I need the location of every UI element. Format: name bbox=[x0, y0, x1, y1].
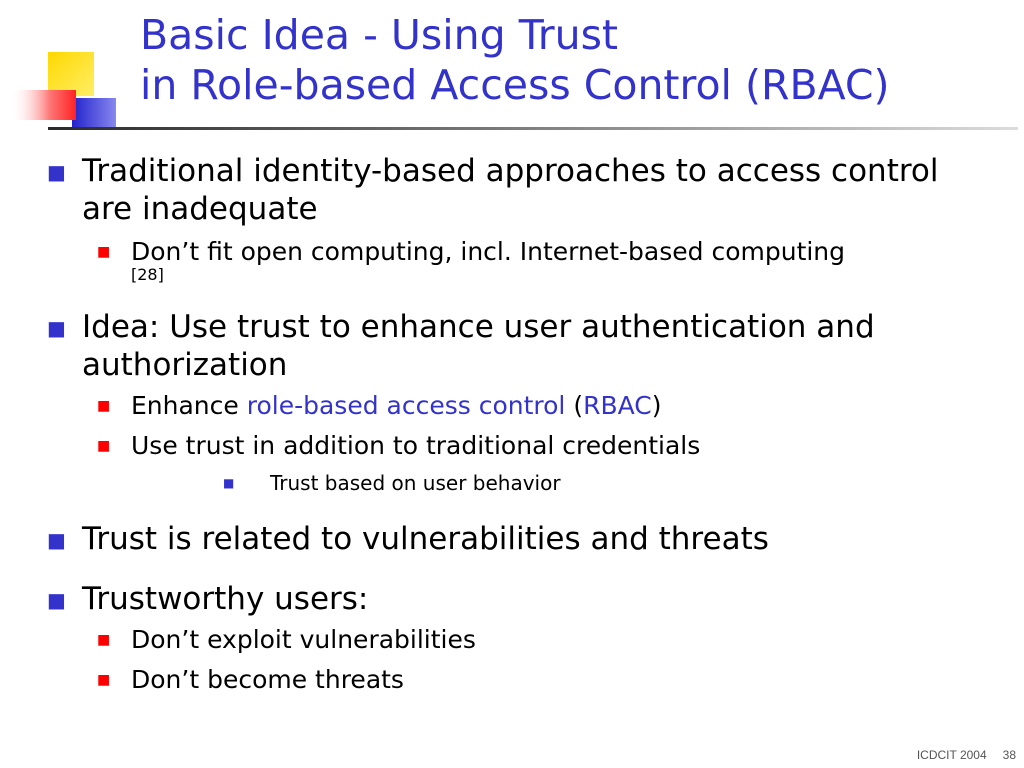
sub-bullet bbox=[0, 620, 1011, 660]
sub-bullet bbox=[0, 386, 1011, 426]
square-bullet-icon: ■ bbox=[47, 588, 66, 612]
sub-sub-bullet-text: Trust based on user behavior bbox=[270, 471, 561, 495]
title-divider bbox=[48, 127, 1018, 130]
square-bullet-icon: ■ bbox=[97, 398, 111, 414]
bullet-text: Trust is related to vulnerabilities and threats bbox=[82, 521, 769, 557]
square-bullet-icon: ■ bbox=[223, 476, 235, 490]
square-bullet-icon: ■ bbox=[97, 632, 111, 648]
sub-bullet-prefix: Enhance bbox=[131, 391, 247, 420]
bullet-text: Idea: Use trust to enhance user authentication and authorization bbox=[82, 309, 875, 383]
bullet-text: Traditional identity-based approaches to access control are inadequate bbox=[82, 153, 939, 227]
title-line-1: Basic Idea - Using Trust bbox=[140, 11, 619, 59]
sub-bullet-text: Don’t exploit vulnerabilities bbox=[131, 625, 476, 654]
square-bullet-icon: ■ bbox=[97, 672, 111, 688]
sub-bullet-text: Don’t fit open computing, incl. Internet-based computing bbox=[131, 237, 846, 266]
paren-open: ( bbox=[565, 391, 584, 420]
square-bullet-icon: ■ bbox=[47, 316, 66, 340]
decorative-squares-logo bbox=[0, 40, 140, 140]
slide-footer bbox=[917, 748, 1016, 762]
sub-bullet bbox=[0, 232, 1011, 284]
title-line-2: in Role-based Access Control (RBAC) bbox=[140, 61, 890, 109]
bullet-2 bbox=[0, 308, 992, 384]
sub-bullet-text: Use trust in addition to traditional credentials bbox=[131, 431, 701, 460]
bullet-4 bbox=[0, 580, 992, 618]
sub-bullet bbox=[0, 660, 1011, 700]
square-bullet-icon: ■ bbox=[97, 438, 111, 454]
sub-bullet bbox=[0, 426, 1011, 466]
rbac-abbreviation: RBAC bbox=[583, 391, 652, 420]
slide-number: 38 bbox=[1002, 748, 1016, 762]
paren-close: ) bbox=[651, 391, 662, 420]
citation-ref: [28] bbox=[131, 265, 164, 284]
slide-title bbox=[140, 10, 1010, 110]
sub-sub-bullet bbox=[0, 466, 990, 500]
square-bullet-icon: ■ bbox=[97, 244, 111, 260]
sub-bullet-text: Don’t become threats bbox=[131, 665, 404, 694]
bullet-list bbox=[0, 150, 1024, 700]
bullet-1 bbox=[0, 152, 992, 228]
rbac-term: role-based access control bbox=[246, 391, 566, 420]
footer-conference: ICDCIT 2004 bbox=[916, 748, 987, 762]
bullet-3 bbox=[0, 520, 992, 558]
bullet-text: Trustworthy users: bbox=[82, 581, 369, 617]
square-bullet-icon: ■ bbox=[47, 528, 66, 552]
square-bullet-icon: ■ bbox=[47, 160, 66, 184]
